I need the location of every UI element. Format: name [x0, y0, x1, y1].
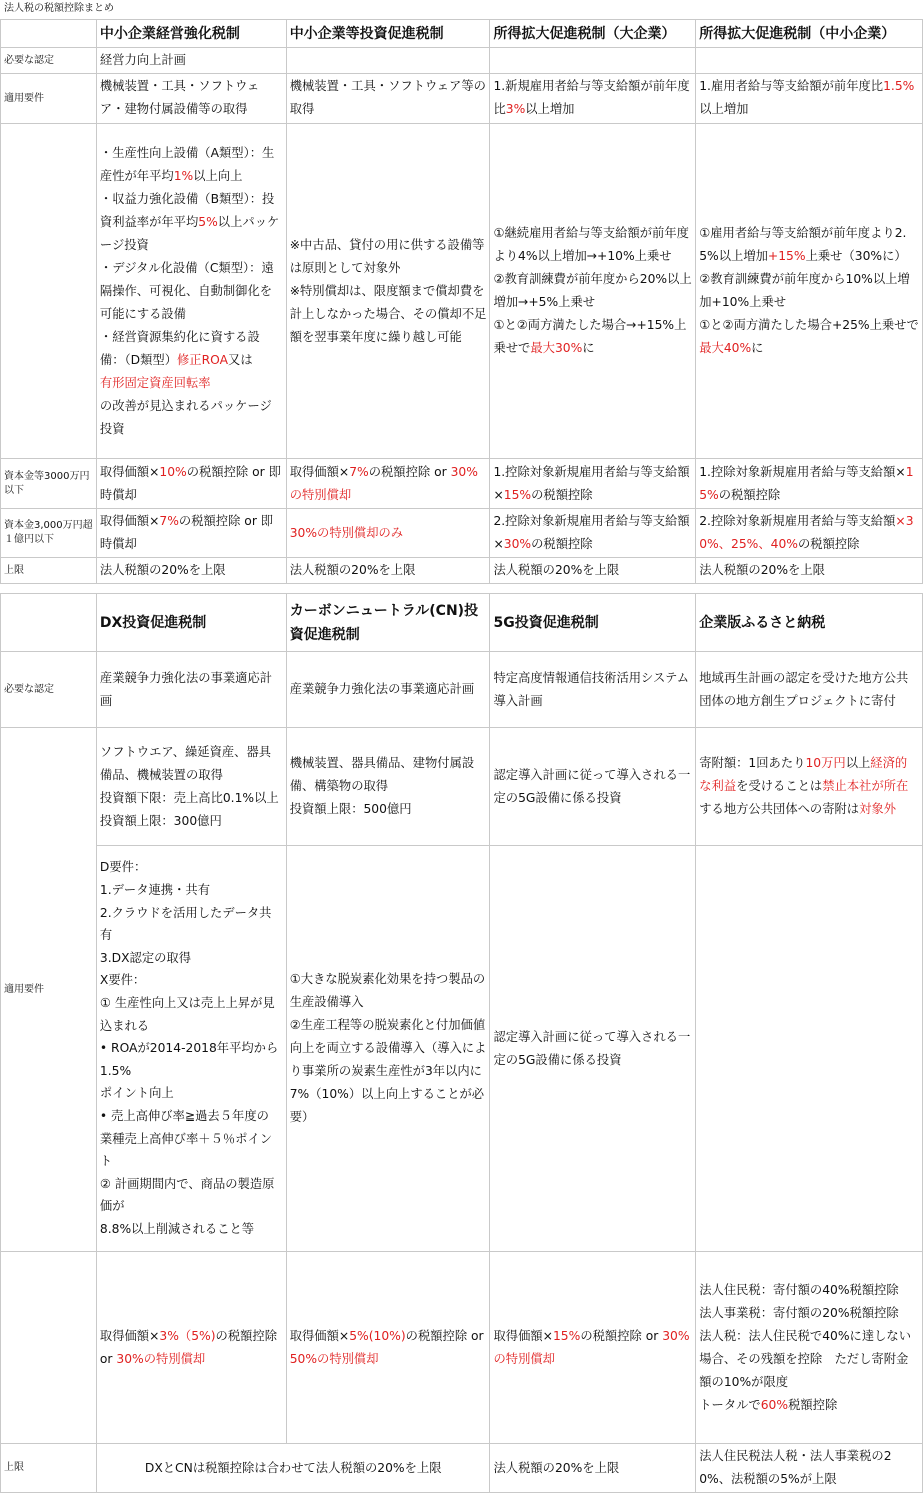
table-row — [1, 509, 923, 558]
table-row — [1, 1252, 923, 1444]
column-header: 中小企業経営強化税制 — [96, 20, 286, 48]
table-cell: 取得価額×15%の税額控除 or 30%の特別償却 — [490, 1252, 696, 1444]
column-header: DX投資促進税制 — [96, 594, 286, 652]
table-cell: 取得価額×5%(10%)の税額控除 or 50%の特別償却 — [286, 1252, 490, 1444]
row-label-cert: 必要な認定 — [1, 48, 97, 74]
column-header: 中小企業等投資促進税制 — [286, 20, 490, 48]
row-label-cert: 必要な認定 — [1, 652, 97, 728]
row-label-cap-mid: 資本金3,000万円超１億円以下 — [1, 509, 97, 558]
row-label-limit: 上限 — [1, 558, 97, 584]
table-cell — [696, 48, 923, 74]
table-cell: 法人住民税：寄付額の40%税額控除 法人事業税：寄付額の20%税額控除 法人税：法人住民税で40%に達しない場合、その残額を控除 ただし寄附金額の10%が限度 トータルで60%税額控除 — [696, 1252, 923, 1444]
table-cell: 機械装置・工具・ソフトウェア等の取得 — [286, 74, 490, 124]
table-cell: 機械装置、器具備品、建物付属設備、構築物の取得 投資額上限：500億円 — [286, 728, 490, 846]
row-label-cap-small: 資本金等3000万円以下 — [1, 459, 97, 509]
table-row — [1, 846, 923, 1252]
table-cell — [1, 124, 97, 459]
column-header: 5G投資促進税制 — [490, 594, 696, 652]
table-cell: ・生産性向上設備（A類型）：生産性が年平均1%以上向上 ・収益力強化設備（B類型）：投資利益率が年平均5%以上パッケージ投資 ・デジタル化設備（C類型）：遠隔操作、可視化、自動制御化を可能にする設備 ・経営資源集約化に資する設備：（D類型）修正ROA又は 有形固定資産回転率 の改善が見込まれるパッケージ投資 — [96, 124, 286, 459]
table-cell: ※中古品、貸付の用に供する設備等は原則として対象外 ※特別償却は、限度額まで償却費を計上しなかった場合、その償却不足額を翌事業年度に繰り越し可能 — [286, 124, 490, 459]
table-cell: 法人税額の20%を上限 — [490, 558, 696, 584]
row-label-req: 適用要件 — [1, 74, 97, 124]
table-cell: 法人税額の20%を上限 — [696, 558, 923, 584]
header-row — [1, 20, 923, 48]
corner-cell — [1, 20, 97, 48]
row-label-limit: 上限 — [1, 1444, 97, 1493]
tax-credit-table-1 — [0, 19, 923, 584]
table-cell: DXとCNは税額控除は合わせて法人税額の20%を上限 — [96, 1444, 490, 1493]
table-cell: ソフトウエア、繰延資産、器具備品、機械装置の取得 投資額下限：売上高比0.1%以上 投資額上限：300億円 — [96, 728, 286, 846]
table-cell: 1.控除対象新規雇用者給与等支給額×15%の税額控除 — [490, 459, 696, 509]
table-cell: 2.控除対象新規雇用者給与等支給額×30%の税額控除 — [490, 509, 696, 558]
table-cell: 法人住民税法人税・法人事業税の20%、法税額の5%が上限 — [696, 1444, 923, 1493]
column-header: 所得拡大促進税制（大企業） — [490, 20, 696, 48]
table-cell: 認定導入計画に従って導入される一定の5G設備に係る投資 — [490, 846, 696, 1252]
table-cell: 地域再生計画の認定を受けた地方公共団体の地方創生プロジェクトに寄付 — [696, 652, 923, 728]
table-row — [1, 652, 923, 728]
table-cell: 法人税額の20%を上限 — [286, 558, 490, 584]
table-cell: ①大きな脱炭素化効果を持つ製品の生産設備導入 ②生産工程等の脱炭素化と付加価値向上を両立する設備導入（導入により事業所の炭素生産性が3年以内に7%（10%）以上向上することが必要） — [286, 846, 490, 1252]
table-cell: 認定導入計画に従って導入される一定の5G設備に係る投資 — [490, 728, 696, 846]
table-cell: 取得価額×7%の税額控除 or 即時償却 — [96, 509, 286, 558]
corner-cell — [1, 594, 97, 652]
table-cell — [490, 48, 696, 74]
table-cell: 取得価額×3%（5%)の税額控除 or 30%の特別償却 — [96, 1252, 286, 1444]
column-header: 企業版ふるさと納税 — [696, 594, 923, 652]
table-cell: 法人税額の20%を上限 — [96, 558, 286, 584]
table-cell: 産業競争力強化法の事業適応計画 — [96, 652, 286, 728]
sheet-title: 法人税の税額控除まとめ — [4, 3, 114, 14]
table-cell: 特定高度情報通信技術活用システム導入計画 — [490, 652, 696, 728]
table-cell: 30%の特別償却のみ — [286, 509, 490, 558]
table-cell: 機械装置・工具・ソフトウェア・建物付属設備等の取得 — [96, 74, 286, 124]
table-row — [1, 124, 923, 459]
table-cell: 1.雇用者給与等支給額が前年度比1.5%以上増加 — [696, 74, 923, 124]
table-row — [1, 558, 923, 584]
table-cell — [286, 48, 490, 74]
table-cell: 1.控除対象新規雇用者給与等支給額×15%の税額控除 — [696, 459, 923, 509]
table-cell: D要件： 1.データ連携・共有 2.クラウドを活用したデータ共有 3.DX認定の取得 X要件： ① 生産性向上又は売上上昇が見込まれる • ROAが2014-2018年平均から1.5% ポイント向上 • 売上高伸び率≧過去５年度の 業種売上高伸び率＋５％ポイント ② 計画期間内で、商品の製造原価が 8.8%以上削減されること等 — [96, 846, 286, 1252]
table-row — [1, 48, 923, 74]
table-row — [1, 459, 923, 509]
table-cell: 取得価額×7%の税額控除 or 30%の特別償却 — [286, 459, 490, 509]
table-cell: 法人税額の20%を上限 — [490, 1444, 696, 1493]
table-cell: 産業競争力強化法の事業適応計画 — [286, 652, 490, 728]
column-header: カーボンニュートラル(CN)投資促進税制 — [286, 594, 490, 652]
table-row — [1, 74, 923, 124]
table-cell — [1, 1252, 97, 1444]
column-header: 所得拡大促進税制（中小企業） — [696, 20, 923, 48]
table-row — [1, 1444, 923, 1493]
table-cell: 2.控除対象新規雇用者給与等支給額×30%、25%、40%の税額控除 — [696, 509, 923, 558]
table-cell: 1.新規雇用者給与等支給額が前年度比3%以上増加 — [490, 74, 696, 124]
tax-credit-table-2 — [0, 593, 923, 1493]
row-label-req: 適用要件 — [1, 728, 97, 1252]
table-cell: ①継続雇用者給与等支給額が前年度より4%以上増加→+10%上乗せ ②教育訓練費が前年度から20%以上増加→+5%上乗せ ①と②両方満たした場合→+15%上乗せで最大30%に — [490, 124, 696, 459]
table-cell: ①雇用者給与等支給額が前年度より2.5%以上増加+15%上乗せ（30%に） ②教育訓練費が前年度から10%以上増加+10%上乗せ ①と②両方満たした場合+25%上乗せで最大40%に — [696, 124, 923, 459]
table-cell: 取得価額×10%の税額控除 or 即時償却 — [96, 459, 286, 509]
table-cell: 経営力向上計画 — [96, 48, 286, 74]
header-row — [1, 594, 923, 652]
table-cell — [696, 846, 923, 1252]
table-cell: 寄附額：1回あたり10万円以上経済的な利益を受けることは禁止本社が所在する地方公共団体への寄附は対象外 — [696, 728, 923, 846]
table-row — [1, 728, 923, 846]
